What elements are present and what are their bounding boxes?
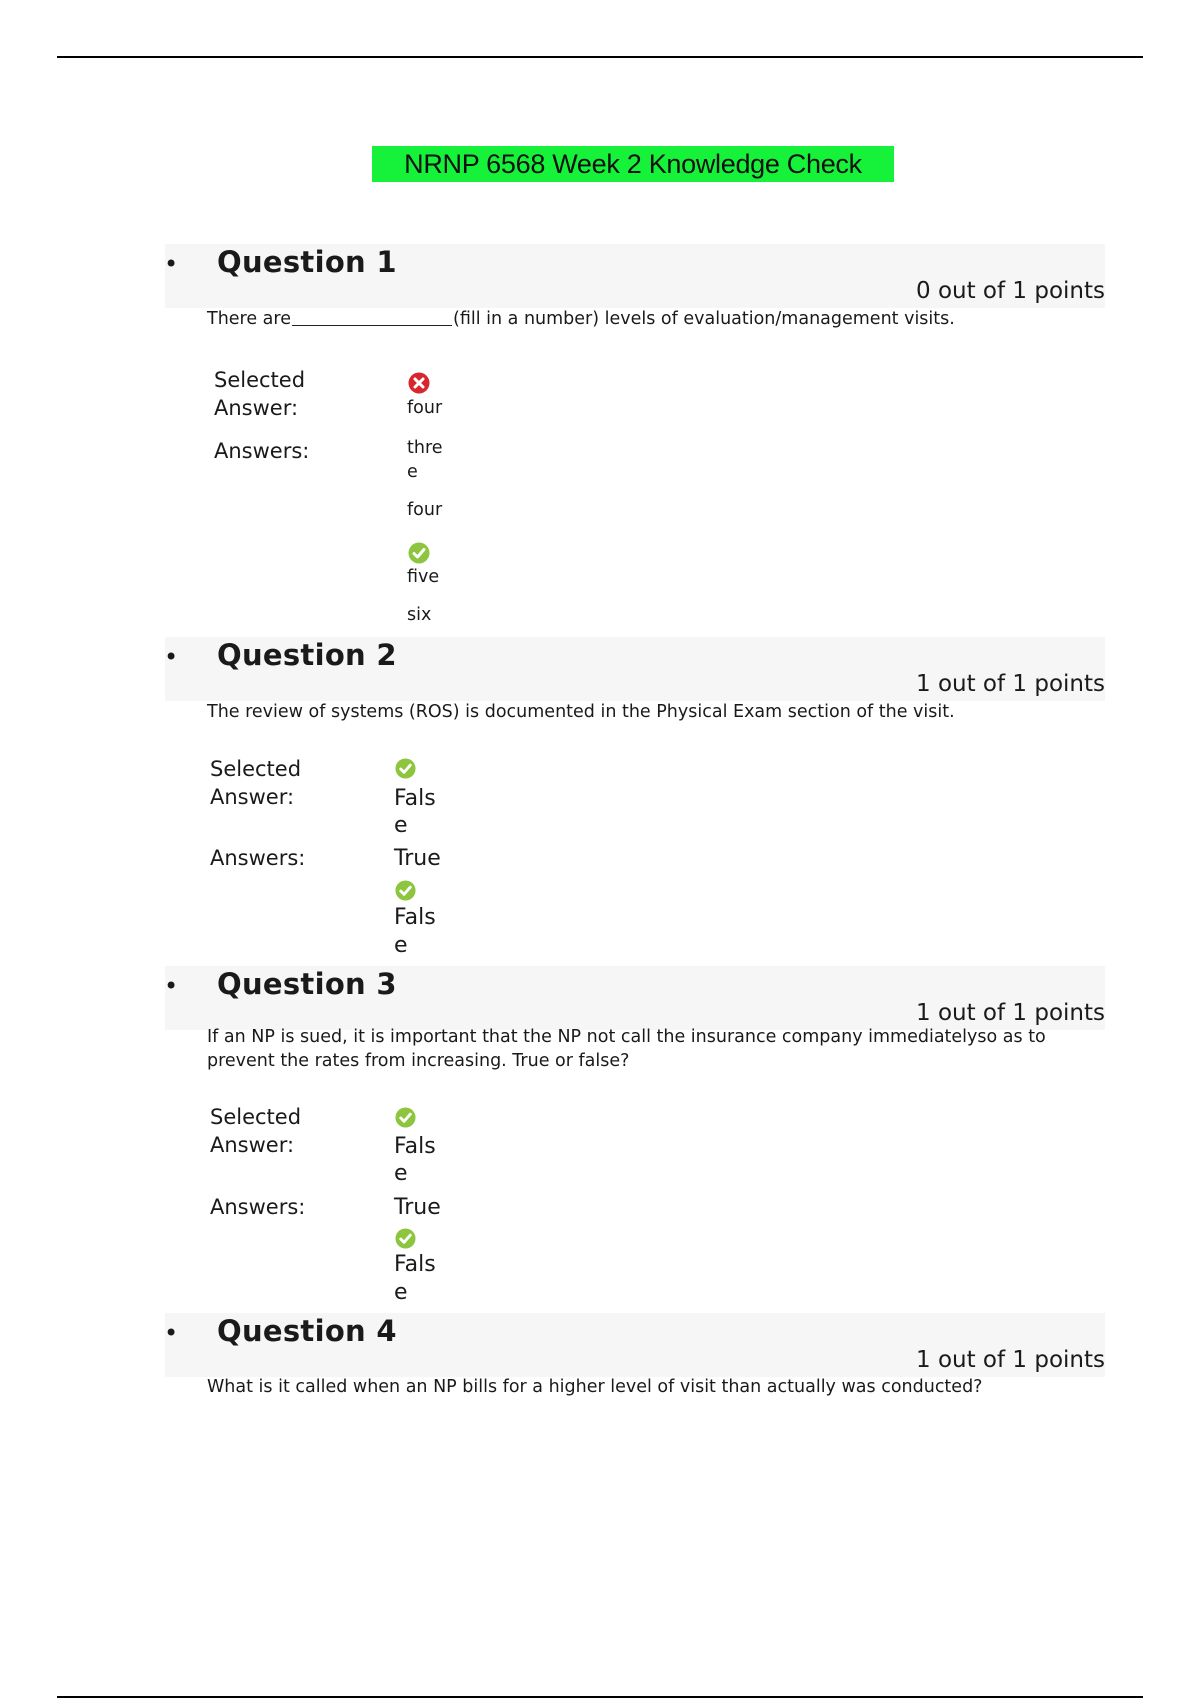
- selected-answer-value-wrap: e: [394, 813, 408, 838]
- question-text-before: There are: [207, 309, 291, 329]
- bullet: •: [164, 1319, 179, 1347]
- answer-option: four: [407, 500, 443, 520]
- bullet: •: [164, 972, 179, 1000]
- answer-option-correct: Fals: [394, 1252, 436, 1277]
- incorrect-icon: [408, 372, 430, 394]
- correct-icon: [395, 1228, 416, 1249]
- question-text-after: (fill in a number) levels of evaluation/management visits.: [453, 309, 955, 329]
- correct-icon: [395, 758, 416, 779]
- answer-option-correct: Fals: [394, 905, 436, 930]
- answers-label: Answers:: [210, 1195, 306, 1219]
- question-points: 0 out of 1 points: [916, 278, 1105, 304]
- bullet: •: [164, 250, 179, 278]
- question-title: Question 1: [217, 245, 397, 279]
- question-title: Question 4: [217, 1314, 397, 1348]
- question-points: 1 out of 1 points: [916, 1000, 1105, 1026]
- bullet: •: [164, 643, 179, 671]
- bottom-rule: [57, 1696, 1143, 1698]
- correct-icon: [408, 542, 430, 564]
- answer-option: True: [394, 1195, 441, 1220]
- selected-answer-value: Fals: [394, 1134, 436, 1159]
- selected-answer-label: Selected Answer:: [210, 757, 302, 809]
- question-1-text: [207, 307, 1107, 331]
- selected-answer-value: Fals: [394, 786, 436, 811]
- question-points: 1 out of 1 points: [916, 671, 1105, 697]
- selected-answer-label: Selected Answer:: [210, 1105, 302, 1157]
- answer-option: True: [394, 846, 441, 871]
- answer-option-wrap: e: [407, 462, 418, 482]
- selected-answer-value-wrap: e: [394, 1161, 408, 1186]
- question-points: 1 out of 1 points: [916, 1347, 1105, 1373]
- answer-option-wrap: e: [394, 1280, 408, 1305]
- question-4-header: [165, 1313, 1105, 1377]
- selected-answer-label: Selected Answer:: [214, 368, 306, 420]
- question-2-header: [165, 637, 1105, 701]
- answers-label: Answers:: [214, 439, 310, 463]
- question-title: Question 2: [217, 638, 397, 672]
- document-title: NRNP 6568 Week 2 Knowledge Check: [372, 146, 894, 182]
- question-title: Question 3: [217, 967, 397, 1001]
- answers-label: Answers:: [210, 846, 306, 870]
- answer-option: thre: [407, 438, 443, 458]
- question-1-header: [165, 244, 1105, 308]
- question-3-header: [165, 966, 1105, 1030]
- correct-icon: [395, 1107, 416, 1128]
- correct-icon: [395, 880, 416, 901]
- answer-option: six: [407, 605, 432, 625]
- answer-option-correct: five: [407, 567, 440, 587]
- question-4-text: What is it called when an NP bills for a higher level of visit than actually was conducted?: [207, 1377, 983, 1397]
- answer-option-wrap: e: [394, 933, 408, 958]
- question-2-text: The review of systems (ROS) is documented in the Physical Exam section of the visit.: [207, 702, 955, 722]
- question-3-text: If an NP is sued, it is important that the NP not call the insurance company immediatelyso as to prevent the rates from increasing. True or false?: [207, 1027, 1046, 1071]
- fill-in-blank: [292, 307, 452, 326]
- selected-answer-value: four: [407, 398, 443, 418]
- top-rule: [57, 56, 1143, 58]
